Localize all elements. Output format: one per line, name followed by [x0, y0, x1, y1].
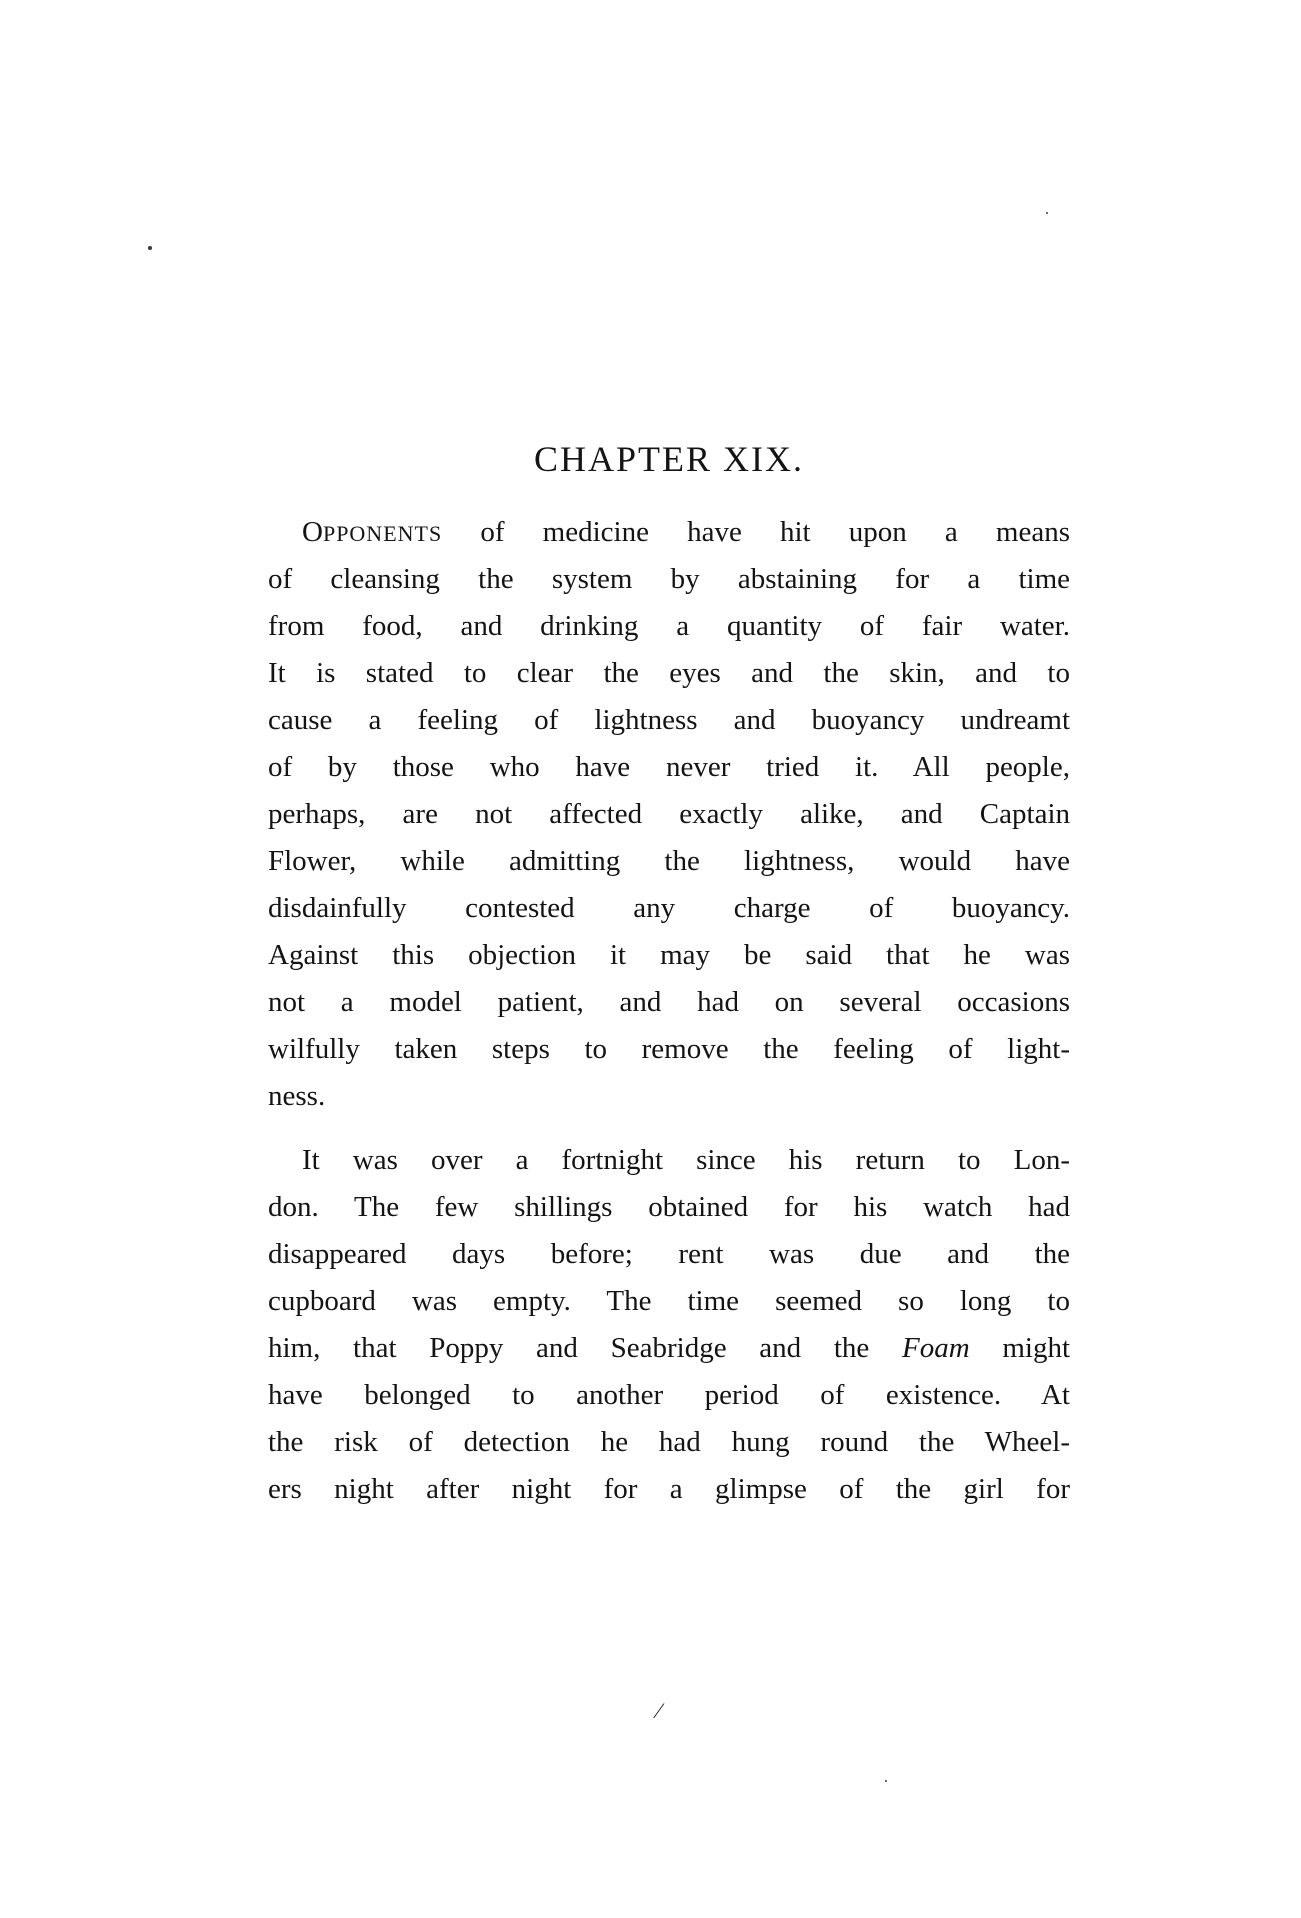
paragraph-1 — [268, 509, 1070, 1120]
print-speck — [148, 246, 152, 250]
text-line: not a model patient, and had on several occasions — [268, 986, 1070, 1018]
text-line: cupboard was empty. The time seemed so long to — [268, 1285, 1070, 1317]
text-line: the risk of detection he had hung round the Wheel- — [268, 1426, 1070, 1458]
text-line: don. The few shillings obtained for his watch had — [268, 1191, 1070, 1223]
text-line — [268, 1325, 1070, 1372]
paragraph-2 — [268, 1137, 1070, 1513]
opening-small-caps: PPONENTS — [322, 521, 443, 546]
text-line — [268, 509, 1070, 556]
line-text: might — [1002, 1332, 1071, 1364]
text-line: ness. — [268, 1080, 326, 1112]
text-line: It is stated to clear the eyes and the skin, and to — [268, 657, 1070, 689]
print-speck — [1046, 212, 1048, 214]
text-line: It was over a fortnight since his return to Lon- — [302, 1144, 1070, 1176]
opening-initial: O — [302, 516, 323, 548]
text-line: from food, and drinking a quantity of fair water. — [268, 610, 1070, 642]
print-speck — [885, 1780, 887, 1782]
signature-mark: ⁄ — [657, 1698, 661, 1723]
text-line: Against this objection it may be said that he was — [268, 939, 1070, 971]
text-line: ers night after night for a glimpse of the girl for — [268, 1473, 1070, 1505]
line-text: of medicine have hit upon a means — [480, 516, 1071, 548]
text-line: of cleansing the system by abstaining for a time — [268, 563, 1070, 595]
text-line: perhaps, are not affected exactly alike, and Captain — [268, 798, 1070, 830]
text-line: disappeared days before; rent was due and the — [268, 1238, 1070, 1270]
ship-name-italic: Foam — [901, 1332, 970, 1364]
chapter-title: CHAPTER XIX. — [533, 439, 804, 479]
line-text: him, that Poppy and Seabridge and the — [268, 1332, 870, 1364]
text-line: disdainfully contested any charge of buoyancy. — [268, 892, 1070, 924]
text-line: wilfully taken steps to remove the feeling of light- — [268, 1033, 1070, 1065]
text-line: cause a feeling of lightness and buoyancy undreamt — [268, 704, 1070, 736]
text-line: Flower, while admitting the lightness, would have — [268, 845, 1070, 877]
text-line: of by those who have never tried it. All people, — [268, 751, 1070, 783]
text-line: have belonged to another period of existence. At — [268, 1379, 1070, 1411]
